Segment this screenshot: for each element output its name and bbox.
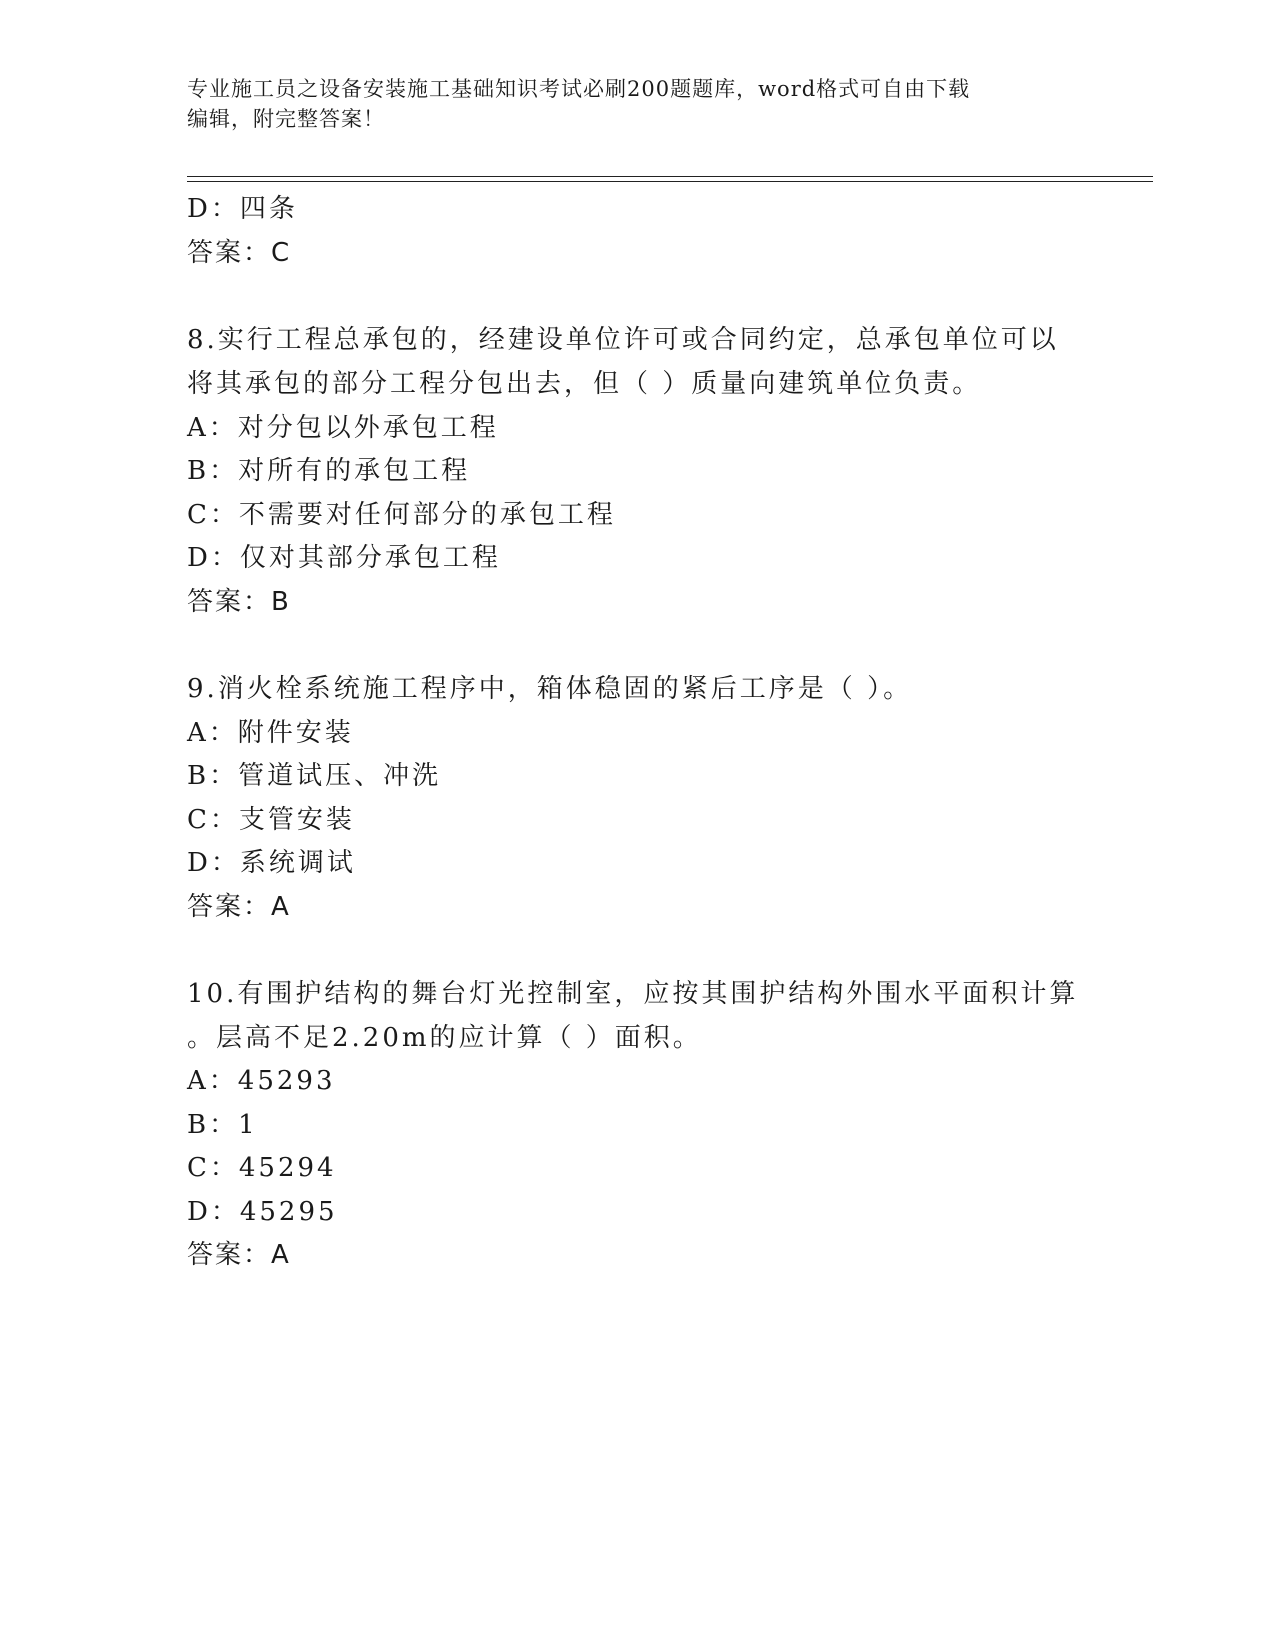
question-line: 9.消火栓系统施工程序中，箱体稳固的紧后工序是（ ）。 bbox=[187, 674, 913, 704]
question-line: 。层高不足2.20m的应计算（ ）面积。 bbox=[187, 1023, 702, 1053]
option-line: D：仅对其部分承包工程 bbox=[187, 543, 501, 573]
header-rule-top bbox=[187, 176, 1153, 177]
answer-line: 答案：B bbox=[187, 587, 291, 617]
header-line-1: 专业施工员之设备安装施工基础知识考试必刷200题题库，word格式可自由下载 bbox=[187, 77, 971, 101]
option-line: A：附件安装 bbox=[187, 718, 354, 748]
document-header bbox=[187, 74, 1067, 134]
option-line: A：45293 bbox=[187, 1066, 336, 1096]
option-line: B：管道试压、冲洗 bbox=[187, 761, 442, 791]
option-line: D：45295 bbox=[187, 1197, 338, 1227]
option-line: C：不需要对任何部分的承包工程 bbox=[187, 500, 616, 530]
question-line: 8.实行工程总承包的，经建设单位许可或合同约定，总承包单位可以 bbox=[187, 325, 1059, 355]
header-rule-bottom bbox=[187, 181, 1153, 182]
option-line: C：支管安装 bbox=[187, 805, 355, 835]
option-line: D：四条 bbox=[187, 194, 298, 224]
answer-line: 答案：C bbox=[187, 238, 292, 268]
question-line: 将其承包的部分工程分包出去，但（ ）质量向建筑单位负责。 bbox=[187, 369, 982, 399]
answer-line: 答案：A bbox=[187, 892, 291, 922]
question-line: 10.有围护结构的舞台灯光控制室，应按其围护结构外围水平面积计算 bbox=[187, 979, 1079, 1009]
option-line: A：对分包以外承包工程 bbox=[187, 413, 499, 443]
option-line: C：45294 bbox=[187, 1153, 337, 1183]
option-line: B：对所有的承包工程 bbox=[187, 456, 471, 486]
header-line-2: 编辑，附完整答案！ bbox=[187, 107, 385, 131]
option-line: B：1 bbox=[187, 1110, 258, 1140]
option-line: D：系统调试 bbox=[187, 848, 356, 878]
answer-line: 答案：A bbox=[187, 1240, 291, 1270]
